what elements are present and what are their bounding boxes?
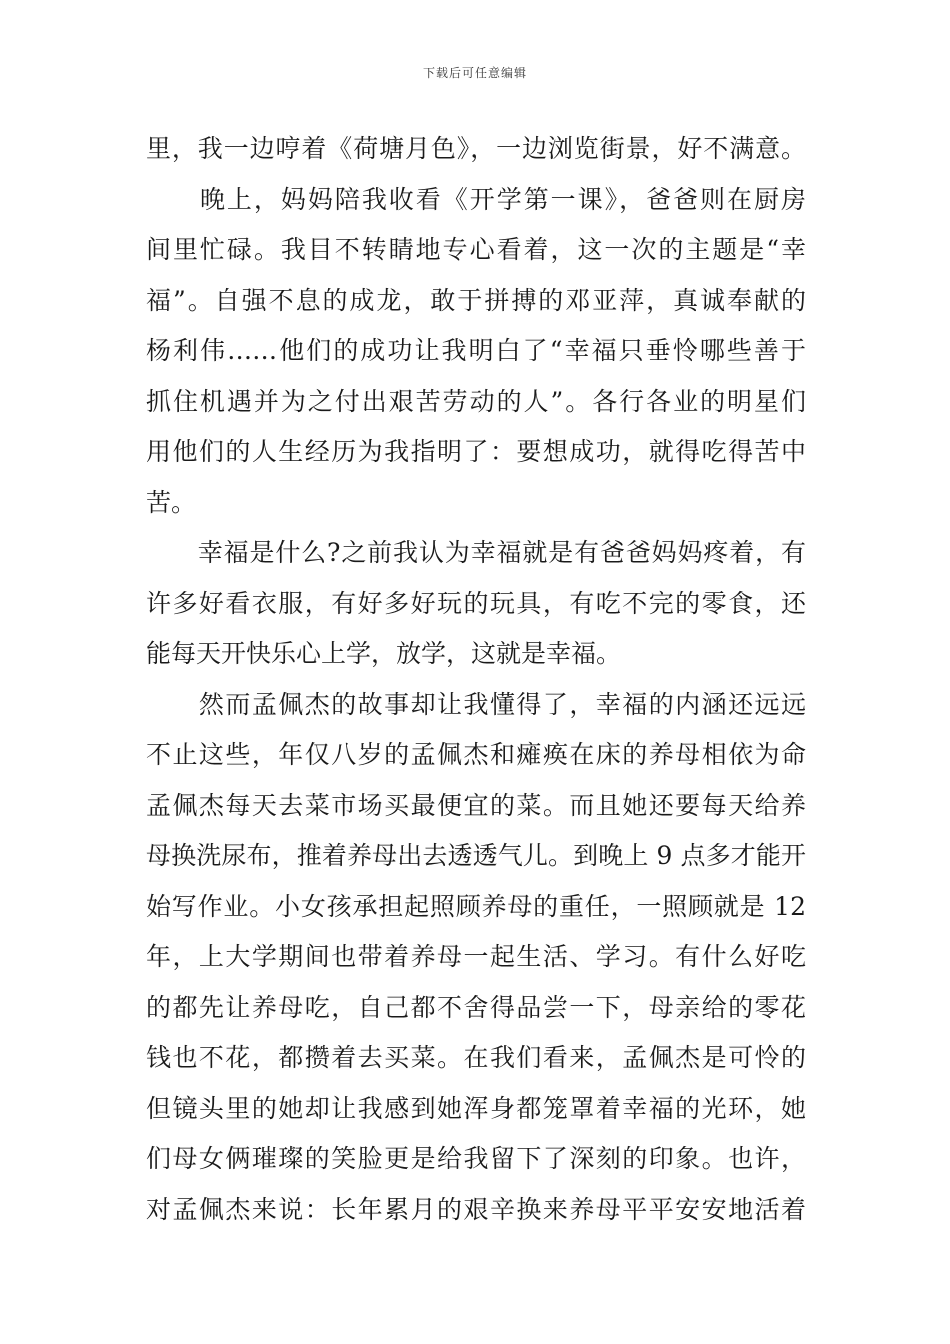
- text-line: 不止这些，年仅八岁的孟佩杰和瘫痪在床的养母相依为命: [146, 740, 806, 769]
- text-line: 幸福是什么?之前我认为幸福就是有爸爸妈妈疼着，有: [146, 538, 806, 567]
- text-line: 抓住机遇并为之付出艰苦劳动的人”。各行各业的明星们: [146, 386, 806, 416]
- header-note: 下载后可任意编辑: [422, 66, 527, 80]
- text-line: 年，上大学期间也带着养母一起生活、学习。有什么好吃: [146, 942, 806, 971]
- text-line: 但镜头里的她却让我感到她浑身都笼罩着幸福的光环，她: [146, 1093, 806, 1123]
- text-line: 母换洗尿布，推着养母出去透透气儿。到晚上 9 点多才能开: [146, 841, 806, 870]
- body-text: [146, 124, 806, 1235]
- text-line: 然而孟佩杰的故事却让我懂得了，幸福的内涵还远远: [146, 689, 806, 719]
- text-line: 始写作业。小女孩承担起照顾养母的重任，一照顾就是 12: [146, 891, 806, 921]
- text-line: 能每天开快乐心上学，放学，这就是幸福。: [146, 639, 622, 668]
- text-line: 晚上，妈妈陪我收看《开学第一课》，爸爸则在厨房: [146, 184, 806, 214]
- text-line: 福”。自强不息的成龙，敢于拼搏的邓亚萍，真诚奉献的: [146, 285, 806, 315]
- text-line: 对孟佩杰来说：长年累月的艰辛换来养母平平安安地活着: [146, 1194, 806, 1224]
- text-line: 用他们的人生经历为我指明了：要想成功，就得吃得苦中: [146, 437, 806, 466]
- text-line: 杨利伟……他们的成功让我明白了“幸福只垂怜哪些善于: [146, 336, 806, 365]
- text-line: 钱也不花，都攒着去买菜。在我们看来，孟佩杰是可怜的: [146, 1043, 806, 1072]
- text-line: 里，我一边哼着《荷塘月色》，一边浏览街景，好不满意。: [146, 134, 806, 163]
- text-line: 们母女俩璀璨的笑脸更是给我留下了深刻的印象。也许，: [146, 1144, 806, 1173]
- text-line: 间里忙碌。我目不转睛地专心看着，这一次的主题是“幸: [146, 235, 806, 264]
- text-line: 孟佩杰每天去菜市场买最便宜的菜。而且她还要每天给养: [146, 790, 806, 820]
- text-line: 苦。: [146, 487, 197, 517]
- text-line: 许多好看衣服，有好多好玩的玩具，有吃不完的零食，还: [146, 588, 806, 618]
- text-line: 的都先让养母吃，自己都不舍得品尝一下，母亲给的零花: [146, 992, 806, 1022]
